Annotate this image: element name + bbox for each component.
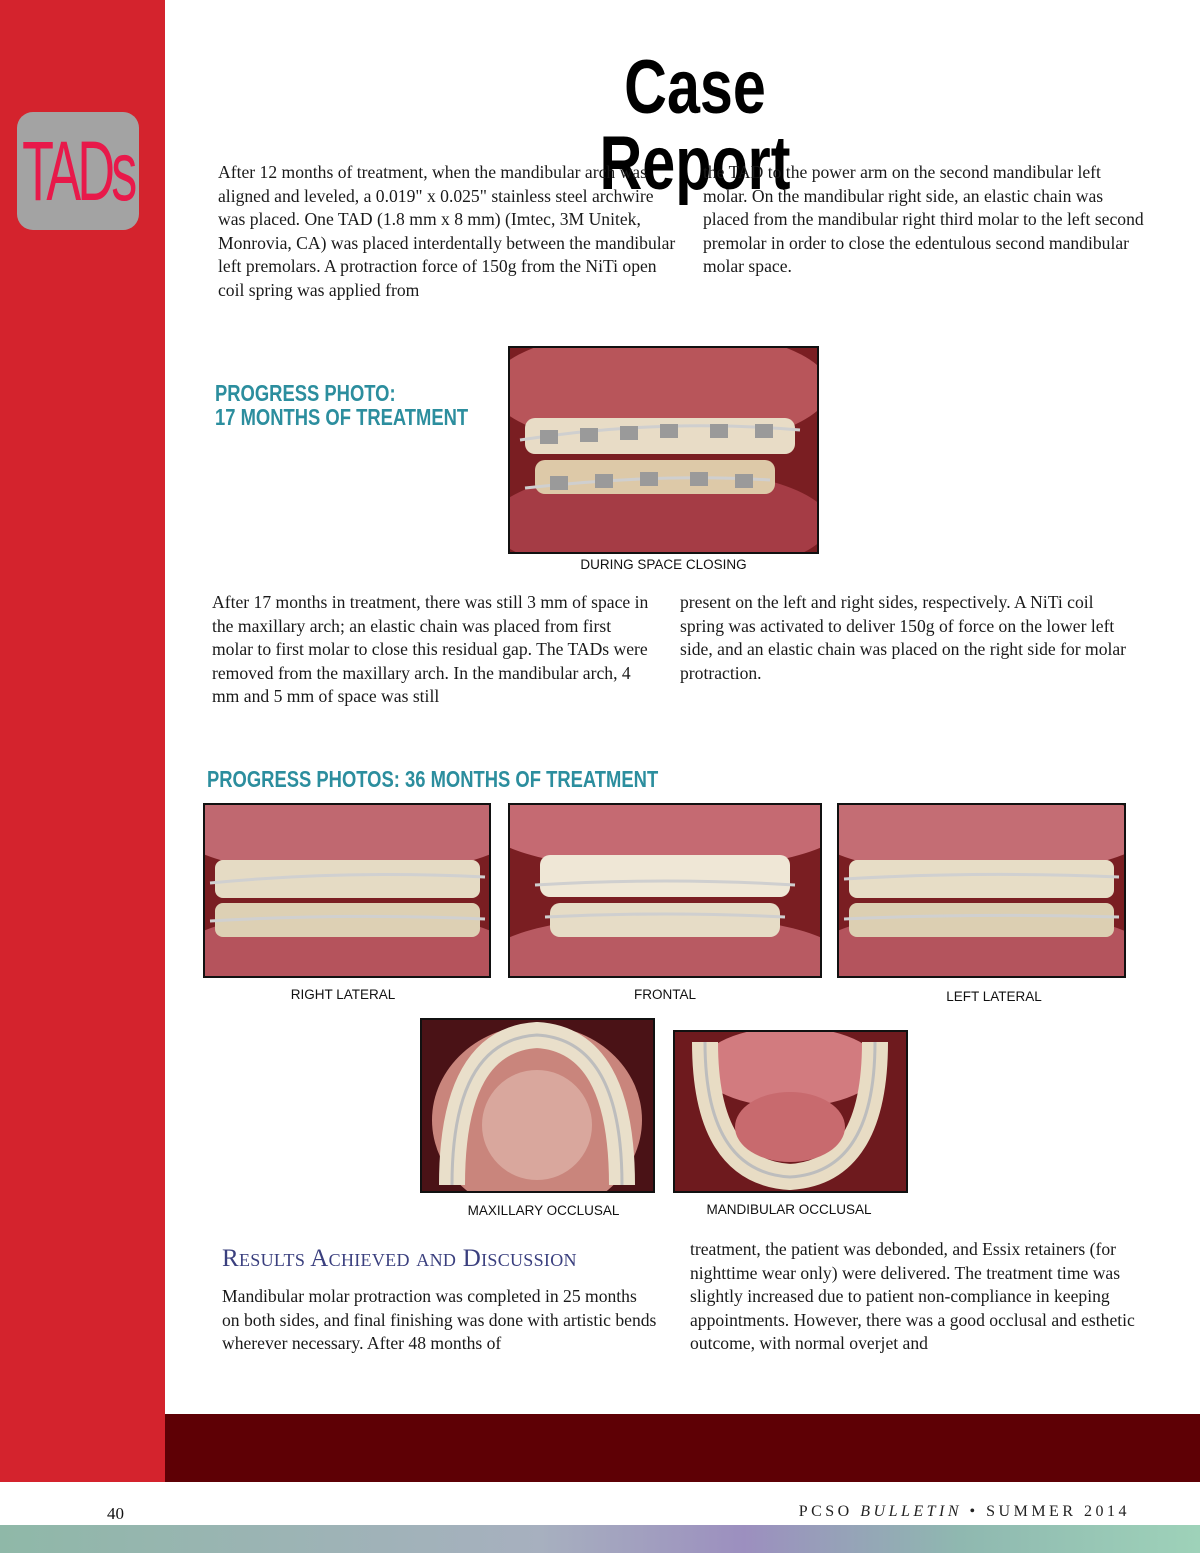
publication-issue: SUMMER 2014 [986,1503,1130,1520]
page-number: 40 [107,1504,124,1523]
publication-line [760,1503,1130,1521]
middle-paragraph-left: After 17 months in treatment, there was still 3 mm of space in the maxillary arch; an elastic chain was placed from first molar to first molar to close this residual gap. The TADs were removed from the maxillary arch. In the mandibular arch, 4 mm and 5 mm of space was still [212,592,649,707]
caption-mandibular-occlusal: MANDIBULAR OCCLUSAL [706,1202,872,1217]
results-heading: Results Achieved and Discussion [222,1245,577,1272]
tads-badge-label: TADs [22,124,134,218]
progress-17-heading [215,381,468,429]
photo-maxillary-occlusal [420,1018,655,1193]
photo-frontal [508,803,822,978]
dental-photo-illustration [422,1020,653,1191]
publication-prefix: PCSO [798,1503,853,1520]
intro-paragraph-left: After 12 months of treatment, when the mandibular arch was aligned and leveled, a 0.019" x 0.025" stainless steel archwire was placed. One TAD (1.8 mm x 8 mm) (Imtec, 3M Unitek, Monrovia, CA) was placed interdentally between the mandibular left premolars. A protraction force of 150g from the NiTi open coil spring was applied from [218,162,676,300]
caption-during-space-closing: DURING SPACE CLOSING [580,557,747,572]
photo-left-lateral [837,803,1126,978]
caption-maxillary-occlusal: MAXILLARY OCCLUSAL [467,1203,620,1218]
progress-17-heading-line1: PROGRESS PHOTO: [215,380,396,406]
caption-right-lateral: RIGHT LATERAL [290,987,396,1002]
publication-separator: • [969,1503,979,1520]
caption-frontal: FRONTAL [633,987,696,1002]
tads-badge [17,112,139,230]
photo-during-space-closing [508,346,819,554]
dental-photo-illustration [205,805,489,976]
photo-mandibular-occlusal [673,1030,908,1193]
results-paragraph-right: treatment, the patient was debonded, and Essix retainers (for nighttime wear only) were delivered. The treatment time was slightly increased due to patient non-compliance in keeping appointments. However, there was a good occlusal and esthetic outcome, with normal overjet and [690,1239,1135,1354]
progress-36-heading: PROGRESS PHOTOS: 36 MONTHS OF TREATMENT [207,766,659,792]
photo-right-lateral [203,803,491,978]
page-title: Case Report [599,45,791,206]
publication-name: BULLETIN [860,1503,963,1520]
footer-band [165,1414,1200,1482]
results-paragraph-left: Mandibular molar protraction was completed in 25 months on both sides, and final finishing was done with artistic bends wherever necessary. After 48 months of [222,1286,657,1354]
dental-photo-illustration [675,1032,906,1191]
middle-paragraph-right: present on the left and right sides, respectively. A NiTi coil spring was activated to deliver 150g of force on the lower left side, and an elastic chain was placed on the right side for molar protraction. [680,592,1127,683]
dental-photo-illustration [510,348,817,552]
progress-17-heading-line2: 17 MONTHS OF TREATMENT [215,404,469,430]
caption-left-lateral: LEFT LATERAL [946,989,1042,1004]
intro-paragraph-right: the TAD to the power arm on the second mandibular left molar. On the mandibular right side, an elastic chain was placed from the mandibular right third molar to the left second premolar in order to close the edentulous second mandibular molar space. [703,162,1144,277]
bottom-gradient-bar [0,1525,1200,1553]
dental-photo-illustration [839,805,1124,976]
dental-photo-illustration [510,805,820,976]
